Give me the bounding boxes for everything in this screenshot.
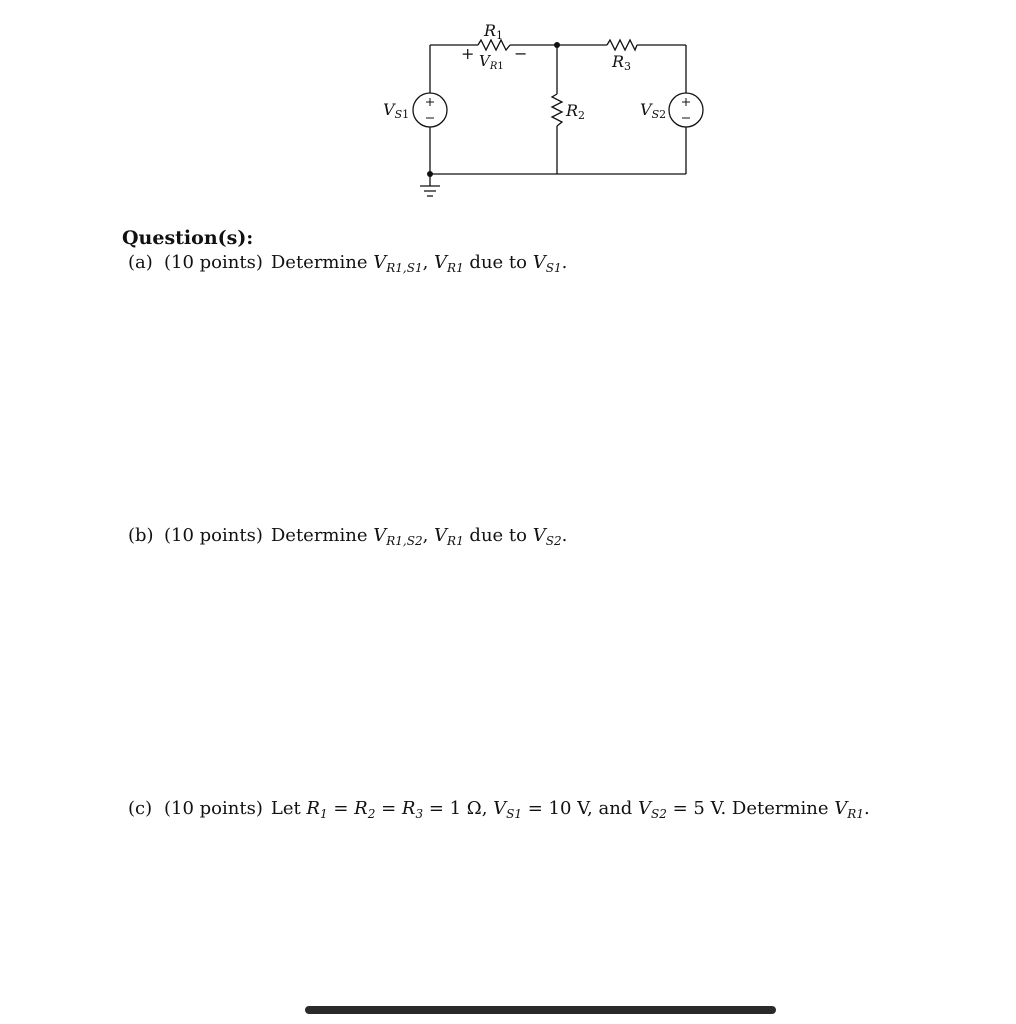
question-a-label: (a) [128, 252, 153, 273]
vr1-minus: − [514, 44, 528, 63]
var-vr1: $V_{R1}$ [834, 798, 864, 821]
var-vr1s1: $V_{R1,S1}$ [373, 252, 423, 275]
question-b-text: Determine [270, 525, 374, 546]
question-a-text: Determine [270, 252, 374, 273]
var-vr1: $V_{R1}$ [434, 252, 464, 275]
var-r3: $R_3$ [401, 798, 424, 821]
circuit-diagram [0, 0, 1016, 230]
var-r1: $R_1$ [306, 798, 328, 821]
question-c-points: (10 points) [164, 798, 263, 819]
vs1-plus-mark [426, 98, 434, 106]
node-ground [427, 171, 433, 177]
r1-label: R1 [484, 21, 504, 42]
var-vr1: $V_{R1}$ [434, 525, 464, 548]
r3-label: R3 [612, 52, 632, 73]
vr1-label: $V_R1$ [479, 52, 504, 72]
question-c-text: Let [270, 798, 307, 819]
vs2-label: VS2 [640, 100, 667, 121]
vs1-label: VS1 [383, 100, 410, 121]
var-vs1: $V_{S1}$ [532, 252, 562, 275]
question-b-points: (10 points) [164, 525, 263, 546]
var-vs1: $V_{S1}$ [493, 798, 523, 821]
r2-label: R2 [566, 101, 586, 122]
question-c: (c) (10 points) Let $R_1 = R_2 = R_3 = 1$ Ω, $V_{S1} = 10$ V, and $V_{S2} = 5$ V. Determine $V_{R1}$. [128, 798, 870, 821]
var-r2: $R_2$ [354, 798, 376, 821]
ground-symbol [420, 186, 440, 196]
question-b: (b) (10 points) Determine $V_{R1,S2}$, $V_{R1}$ due to $V_{S2}$. [128, 525, 568, 548]
var-vs2: $V_{S2}$ [532, 525, 562, 548]
resistor-r2 [552, 94, 562, 126]
var-vs2: $V_{S2}$ [638, 798, 667, 821]
vs2-plus-mark [682, 98, 690, 106]
home-indicator-bar[interactable] [305, 1006, 776, 1014]
var-vr1s2: $V_{R1,S2}$ [373, 525, 423, 548]
question-a: (a) (10 points) Determine $V_{R1,S1}$, $V_{R1}$ due to $V_{S1}$. [128, 252, 568, 275]
node-top-middle [554, 42, 560, 48]
question-a-points: (10 points) [164, 252, 263, 273]
question-b-label: (b) [128, 525, 154, 546]
resistor-r3 [607, 40, 637, 50]
resistor-r1 [478, 40, 510, 50]
question-c-label: (c) [128, 798, 153, 819]
vr1-plus: + [461, 44, 475, 63]
questions-heading: Question(s): [122, 227, 254, 249]
